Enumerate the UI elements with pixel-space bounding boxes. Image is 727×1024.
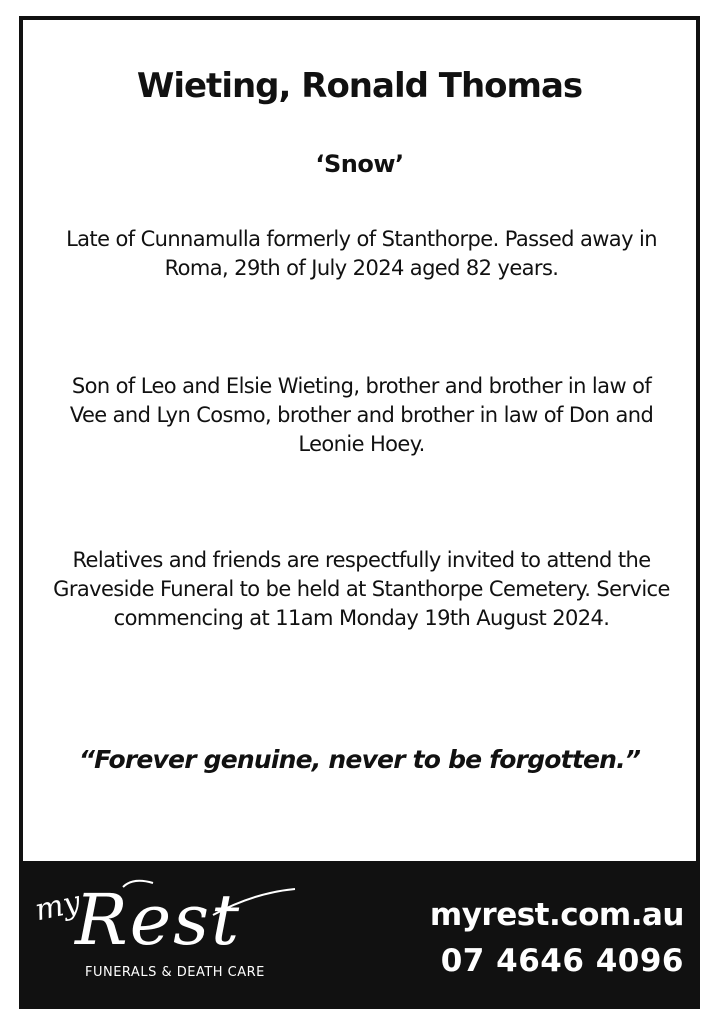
funeral-details-paragraph: Relatives and friends are respectfully invited to attend the Graveside Funeral to be held at Stanthorpe Cemetery. Service commencing at 11am Monday 19th August 2024.	[53, 548, 670, 630]
logo-tagline: FUNERALS & DEATH CARE	[85, 965, 265, 980]
logo-rest-text: Rest	[75, 879, 242, 961]
nickname: ‘Snow’	[315, 150, 404, 178]
phone-number: 07 4646 4096	[440, 943, 684, 979]
residence-paragraph: Late of Cunnamulla formerly of Stanthorpe. Passed away in Roma, 29th of July 2024 aged 82 years.	[66, 227, 657, 280]
deceased-name: Wieting, Ronald Thomas	[136, 66, 583, 106]
notice-frame	[19, 16, 700, 1009]
logo-my-text: my	[31, 884, 84, 929]
footer-bar	[23, 861, 696, 1005]
website-text: myrest.com.au	[429, 897, 684, 933]
memorial-quote: “Forever genuine, never to be forgotten.”	[78, 745, 641, 774]
myrest-logo	[33, 869, 333, 999]
family-paragraph: Son of Leo and Elsie Wieting, brother and brother in law of Vee and Lyn Cosmo, brother and brother in law of Don and Leonie Hoey.	[69, 374, 654, 456]
